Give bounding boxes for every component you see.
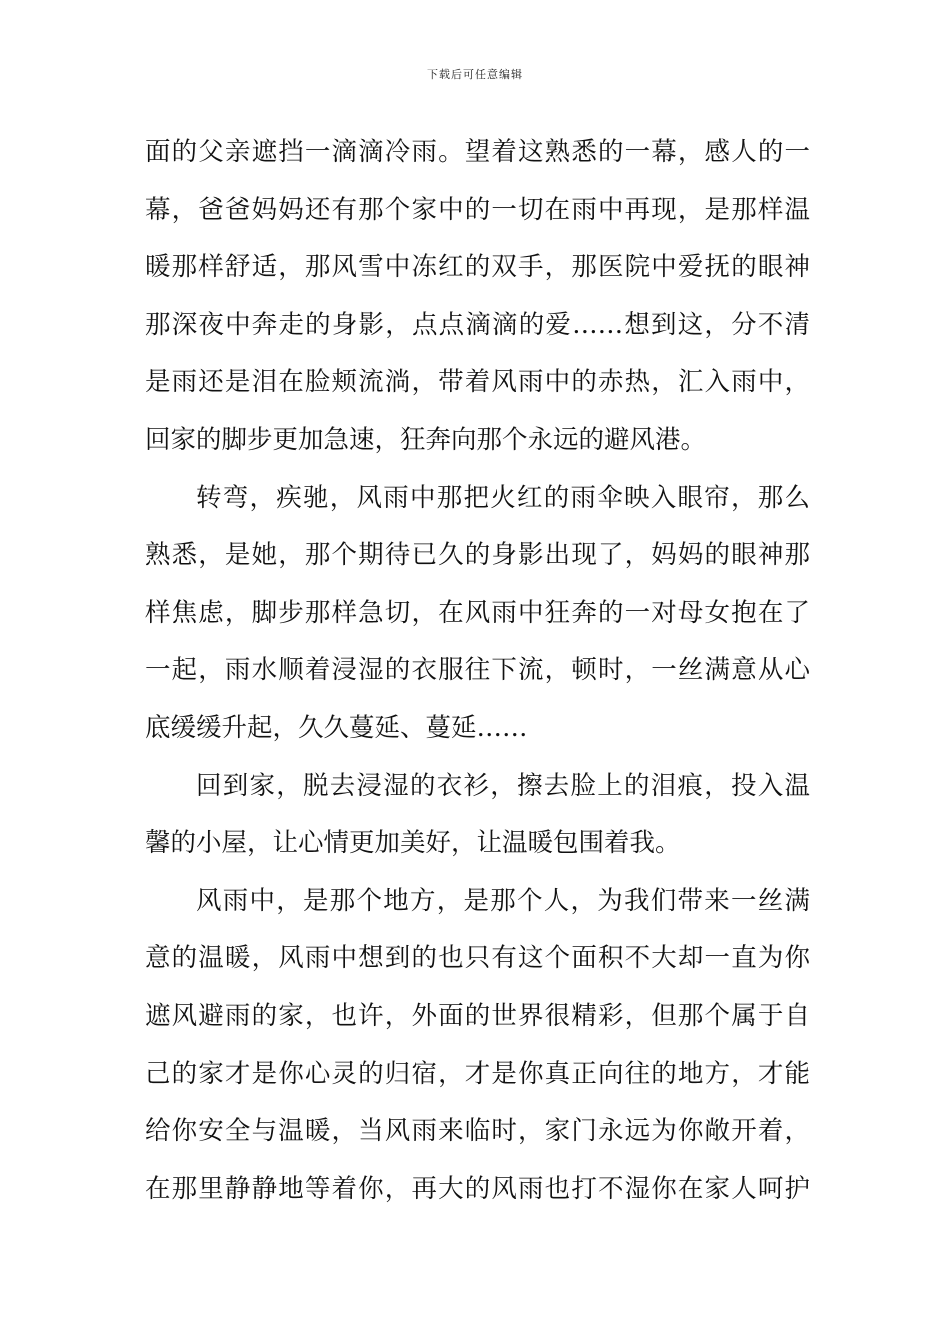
text-line: 那深夜中奔走的身影，点点滴滴的爱……想到这，分不清 (145, 309, 810, 340)
text-line: 回家的脚步更加急速，狂奔向那个永远的避风港。 (145, 424, 707, 455)
text-line: 熟悉，是她，那个期待已久的身影出现了，妈妈的眼神那 (145, 540, 810, 571)
body-text (145, 124, 810, 1218)
text-line: 己的家才是你心灵的归宿，才是你真正向往的地方，才能 (145, 1058, 810, 1089)
text-line: 一起，雨水顺着浸湿的衣服往下流，顿时，一丝满意从心 (145, 655, 810, 686)
text-line: 暖那样舒适，那风雪中冻红的双手，那医院中爱抚的眼神 (145, 252, 810, 283)
text-line: 给你安全与温暖，当风雨来临时，家门永远为你敞开着， (145, 1116, 810, 1147)
text-line: 底缓缓升起，久久蔓延、蔓延…… (145, 712, 528, 743)
text-line: 在那里静静地等着你，再大的风雨也打不湿你在家人呵护 (145, 1173, 810, 1204)
text-line: 风雨中，是那个地方，是那个人，为我们带来一丝满 (196, 885, 810, 916)
text-line: 转弯，疾驰，风雨中那把火红的雨伞映入眼帘，那么 (196, 482, 810, 513)
text-line: 面的父亲遮挡一滴滴冷雨。望着这熟悉的一幕，感人的一 (145, 137, 810, 167)
text-line: 样焦虑，脚步那样急切，在风雨中狂奔的一对母女抱在了 (145, 597, 810, 628)
page-header: 下载后可任意编辑 (427, 68, 523, 81)
text-line: 幕，爸爸妈妈还有那个家中的一切在雨中再现，是那样温 (145, 194, 810, 225)
text-line: 馨的小屋，让心情更加美好，让温暖包围着我。 (145, 828, 681, 859)
text-line: 意的温暖，风雨中想到的也只有这个面积不大却一直为你 (145, 943, 810, 974)
text-line: 遮风避雨的家，也许，外面的世界很精彩，但那个属于自 (145, 1000, 810, 1031)
text-line: 是雨还是泪在脸颊流淌，带着风雨中的赤热，汇入雨中， (145, 367, 810, 398)
text-line: 回到家，脱去浸湿的衣衫，擦去脸上的泪痕，投入温 (196, 770, 810, 801)
